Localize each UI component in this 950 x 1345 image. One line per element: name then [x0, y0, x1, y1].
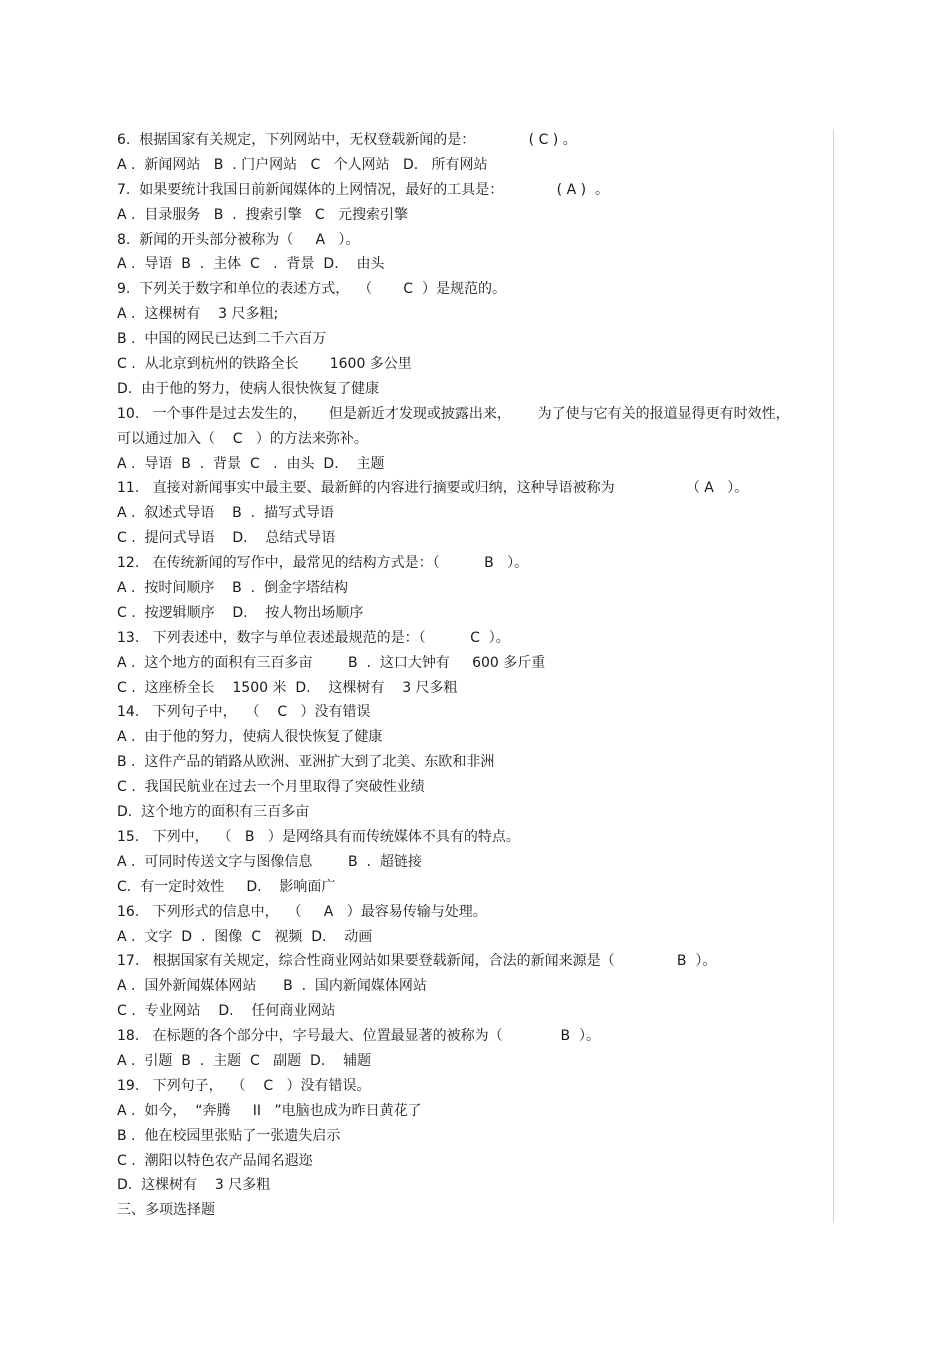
- text-line: 11. 直接对新闻事实中最主要、最新鲜的内容进行摘要或归纳，这种导语被称为 （ A ）。: [117, 480, 749, 497]
- text-line: B . 中国的网民已达到二千六百万: [117, 331, 327, 348]
- text-line: 6. 根据国家有关规定，下列网站中，无权登载新闻的是： ( C ) 。: [117, 132, 577, 148]
- text-line: C . 专业网站 D. 任何商业网站: [117, 1003, 336, 1020]
- text-line: 15. 下列中， （ B ）是网络具有而传统媒体不具有的特点。: [117, 828, 520, 845]
- text-line: C . 这座桥全长 1500 米 D. 这棵树有 3 尺多粗: [117, 679, 458, 696]
- text-line: B . 他在校园里张贴了一张遗失启示: [117, 1127, 341, 1144]
- text-line: C . 按逻辑顺序 D. 按人物出场顺序: [117, 604, 364, 621]
- text-line: 18. 在标题的各个部分中，字号最大、位置最显著的被称为（ B ）。: [117, 1028, 600, 1045]
- text-line: 13. 下列表述中，数字与单位表述最规范的是：（ C ）。: [117, 629, 510, 646]
- right-margin-rule: [833, 129, 834, 1223]
- text-line: C . 从北京到杭州的铁路全长 1600 多公里: [117, 356, 412, 373]
- text-line: 10. 一个事件是过去发生的， 但是新近才发现或披露出来， 为了使与它有关的报道显得更有时效性，: [117, 405, 790, 422]
- text-line: A . 由于他的努力，使病人很快恢复了健康: [117, 729, 383, 746]
- text-line: A . 引题 B . 主题 C 副题 D. 辅题: [117, 1052, 372, 1069]
- text-line: C . 我国民航业在过去一个月里取得了突破性业绩: [117, 779, 425, 796]
- text-line: D. 这个地方的面积有三百多亩: [117, 804, 310, 821]
- text-line: 9. 下列关于数字和单位的表述方式， （ C ）是规范的。: [117, 281, 506, 298]
- text-line: C . 潮阳以特色农产品闻名遐迩: [117, 1152, 313, 1169]
- text-line: A . 导语 B . 主体 C . 背景 D. 由头: [117, 256, 385, 273]
- text-line: A . 这个地方的面积有三百多亩 B . 这口大钟有 600 多斤重: [117, 654, 546, 671]
- text-line: A . 如今， “奔腾 II ”电脑也成为昨日黄花了: [117, 1102, 422, 1119]
- text-line: C . 提问式导语 D. 总结式导语: [117, 530, 336, 547]
- text-line: A . 可同时传送文字与图像信息 B . 超链接: [117, 853, 422, 870]
- text-line: A . 叙述式导语 B . 描写式导语: [117, 505, 335, 522]
- text-line: A . 文字 D . 图像 C 视频 D. 动画: [117, 928, 373, 945]
- text-line: 可以通过加入（ C ）的方法来弥补。: [117, 430, 368, 447]
- text-line: 12. 在传统新闻的写作中，最常见的结构方式是：（ B ）。: [117, 555, 529, 572]
- text-line: 19. 下列句子， （ C ）没有错误。: [117, 1077, 371, 1094]
- text-line: 16. 下列形式的信息中， （ A ）最容易传输与处理。: [117, 903, 487, 920]
- text-line: 17. 根据国家有关规定，综合性商业网站如果要登载新闻，合法的新闻来源是（ B ）。: [117, 953, 717, 970]
- text-line: A . 新闻网站 B . 门户网站 C 个人网站 D. 所有网站: [117, 156, 488, 173]
- question-list: [117, 128, 817, 1223]
- text-line: D. 这棵树有 3 尺多粗: [117, 1177, 271, 1194]
- text-line: B . 这件产品的销路从欧洲、亚洲扩大到了北美、东欧和非洲: [117, 754, 495, 771]
- text-line: 8. 新闻的开头部分被称为（ A ）。: [117, 231, 360, 248]
- text-line: 三、多项选择题: [117, 1202, 215, 1219]
- text-line: A . 导语 B . 背景 C . 由头 D. 主题: [117, 455, 385, 472]
- text-line: A . 国外新闻媒体网站 B . 国内新闻媒体网站: [117, 978, 427, 995]
- text-line: A . 按时间顺序 B . 倒金字塔结构: [117, 580, 349, 597]
- text-line: D. 由于他的努力，使病人很快恢复了健康: [117, 380, 380, 397]
- text-line: A . 目录服务 B . 搜索引擎 C 元搜索引擎: [117, 206, 409, 223]
- text-line: 7. 如果要统计我国日前新闻媒体的上网情况，最好的工具是： ( A ) 。: [117, 181, 609, 198]
- text-line: A . 这棵树有 3 尺多粗;: [117, 306, 279, 323]
- text-line: C. 有一定时效性 D. 影响面广: [117, 878, 336, 895]
- text-line: 14. 下列句子中， （ C ）没有错误: [117, 704, 371, 721]
